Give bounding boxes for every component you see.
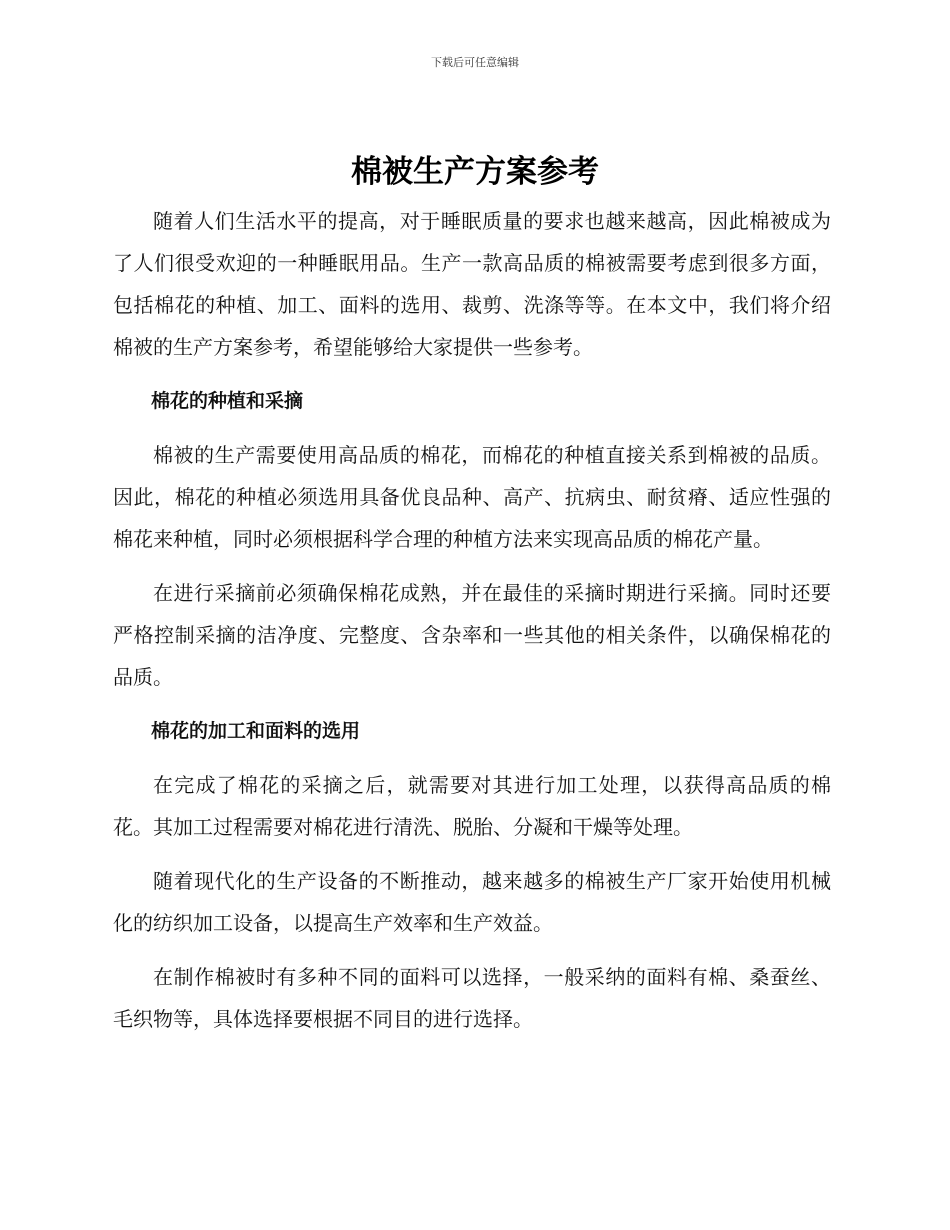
document-title: 棉被生产方案参考 bbox=[351, 154, 599, 190]
document-body bbox=[113, 200, 831, 1040]
section-heading: 棉花的种植和采摘 bbox=[151, 390, 304, 412]
body-paragraph: 在制作棉被时有多种不同的面料可以选择，一般采纳的面料有棉、桑蚕丝、毛织物等，具体选择要根据不同目的进行选择。 bbox=[113, 965, 831, 1031]
page-header-note: 下载后可任意编辑 bbox=[431, 56, 519, 69]
body-paragraph: 在进行采摘前必须确保棉花成熟，并在最佳的采摘时期进行采摘。同时还要严格控制采摘的洁净度、完整度、含杂率和一些其他的相关条件，以确保棉花的品质。 bbox=[113, 581, 831, 689]
intro-paragraph: 随着人们生活水平的提高，对于睡眠质量的要求也越来越高，因此棉被成为了人们很受欢迎的一种睡眠用品。生产一款高品质的棉被需要考虑到很多方面，包括棉花的种植、加工、面料的选用、裁剪、洗涤等等。在本文中，我们将介绍棉被的生产方案参考，希望能够给大家提供一些参考。 bbox=[113, 209, 831, 359]
section-heading: 棉花的加工和面料的选用 bbox=[151, 720, 361, 742]
body-paragraph: 随着现代化的生产设备的不断推动，越来越多的棉被生产厂家开始使用机械化的纺织加工设备，以提高生产效率和生产效益。 bbox=[113, 869, 831, 935]
body-paragraph: 在完成了棉花的采摘之后，就需要对其进行加工处理，以获得高品质的棉花。其加工过程需要对棉花进行清洗、脱胎、分凝和干燥等处理。 bbox=[113, 773, 831, 839]
body-paragraph: 棉被的生产需要使用高品质的棉花，而棉花的种植直接关系到棉被的品质。因此，棉花的种植必须选用具备优良品种、高产、抗病虫、耐贫瘠、适应性强的棉花来种植，同时必须根据科学合理的种植方法来实现高品质的棉花产量。 bbox=[113, 443, 831, 551]
section-cotton-planting bbox=[113, 380, 831, 698]
section-cotton-processing bbox=[113, 710, 831, 1040]
